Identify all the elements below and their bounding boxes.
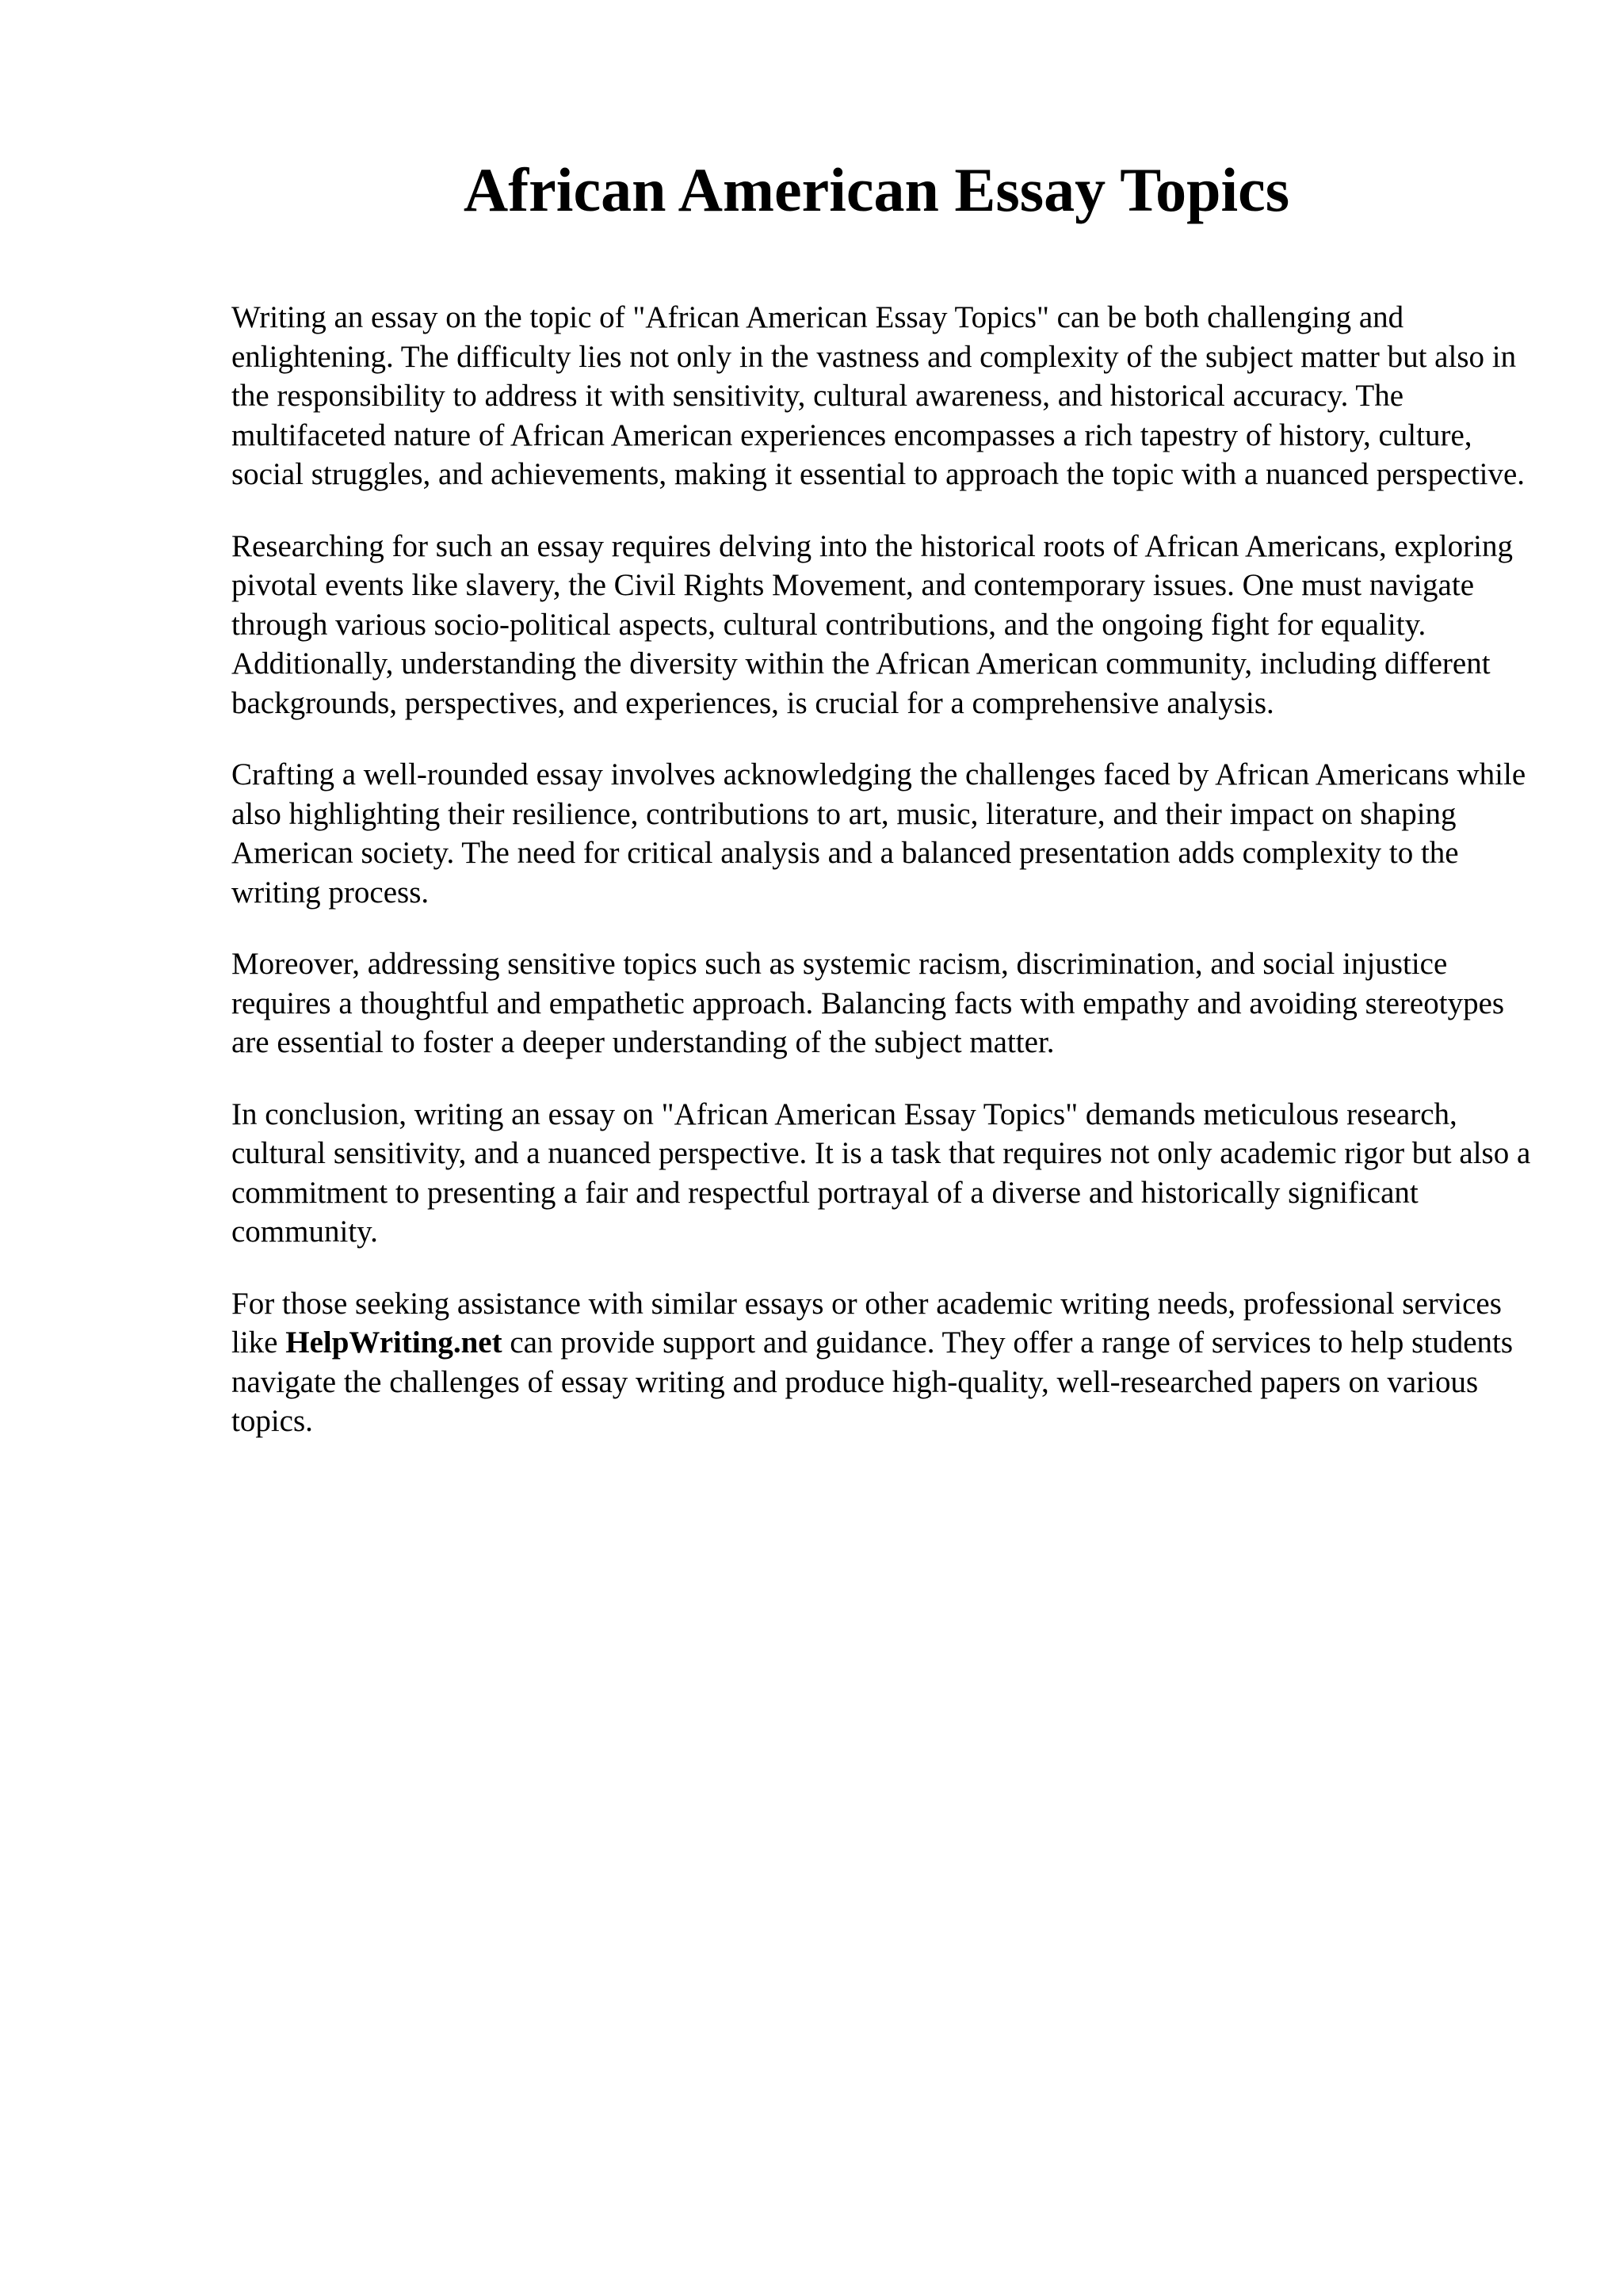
paragraph-research: Researching for such an essay requires delving into the historical roots of African Americans, exploring pivotal events like slavery, the Civil Rights Movement, and contemporary issues. One must navigate through various socio-political aspects, cultural contributions, and the ongoing fight for equality. Additionally, understanding the diversity within the African American community, including different backgrounds, perspectives, and experiences, is crucial for a comprehensive analysis.: [231, 528, 1513, 720]
assistance-text-before: For those seeking assistance with similar essays or other academic writing needs, professional services like: [231, 1286, 1502, 1360]
paragraph-sensitive-topics: Moreover, addressing sensitive topics such as systemic racism, discrimination, and social injustice requires a thoughtful and empathetic approach. Balancing facts with empathy and avoiding stereotypes are essential to foster a deeper understanding of the subject matter.: [231, 947, 1505, 1059]
paragraph-conclusion: In conclusion, writing an essay on "African American Essay Topics" demands meticulous research, cultural sensitivity, and a nuanced perspective. It is a task that requires not only academic rigor but also a commitment to presenting a fair and respectful portrayal of a diverse and historically significant community.: [231, 1097, 1531, 1249]
paragraph-crafting: Crafting a well-rounded essay involves acknowledging the challenges faced by African Americans while also highlighting their resilience, contributions to art, music, literature, and their impact on shaping American society. The need for critical analysis and a balanced presentation adds complexity to the writing process.: [231, 757, 1526, 910]
document-title: African American Essay Topics: [463, 155, 1290, 224]
paragraph-assistance: [231, 1284, 1531, 1441]
paragraph-intro: Writing an essay on the topic of "African American Essay Topics" can be both challenging and enlightening. The difficulty lies not only in the vastness and complexity of the subject matter but also in the responsibility to address it with sensitivity, cultural awareness, and historical accuracy. The multifaceted nature of African American experiences encompasses a rich tapestry of history, culture, social struggles, and achievements, making it essential to approach the topic with a nuanced perspective.: [231, 300, 1526, 491]
brand-name: HelpWriting.net: [285, 1325, 502, 1360]
assistance-text-after: can provide support and guidance. They offer a range of services to help students navigate the challenges of essay writing and produce high-quality, well-researched papers on various topics.: [231, 1325, 1514, 1438]
document-body: [231, 298, 1531, 1441]
